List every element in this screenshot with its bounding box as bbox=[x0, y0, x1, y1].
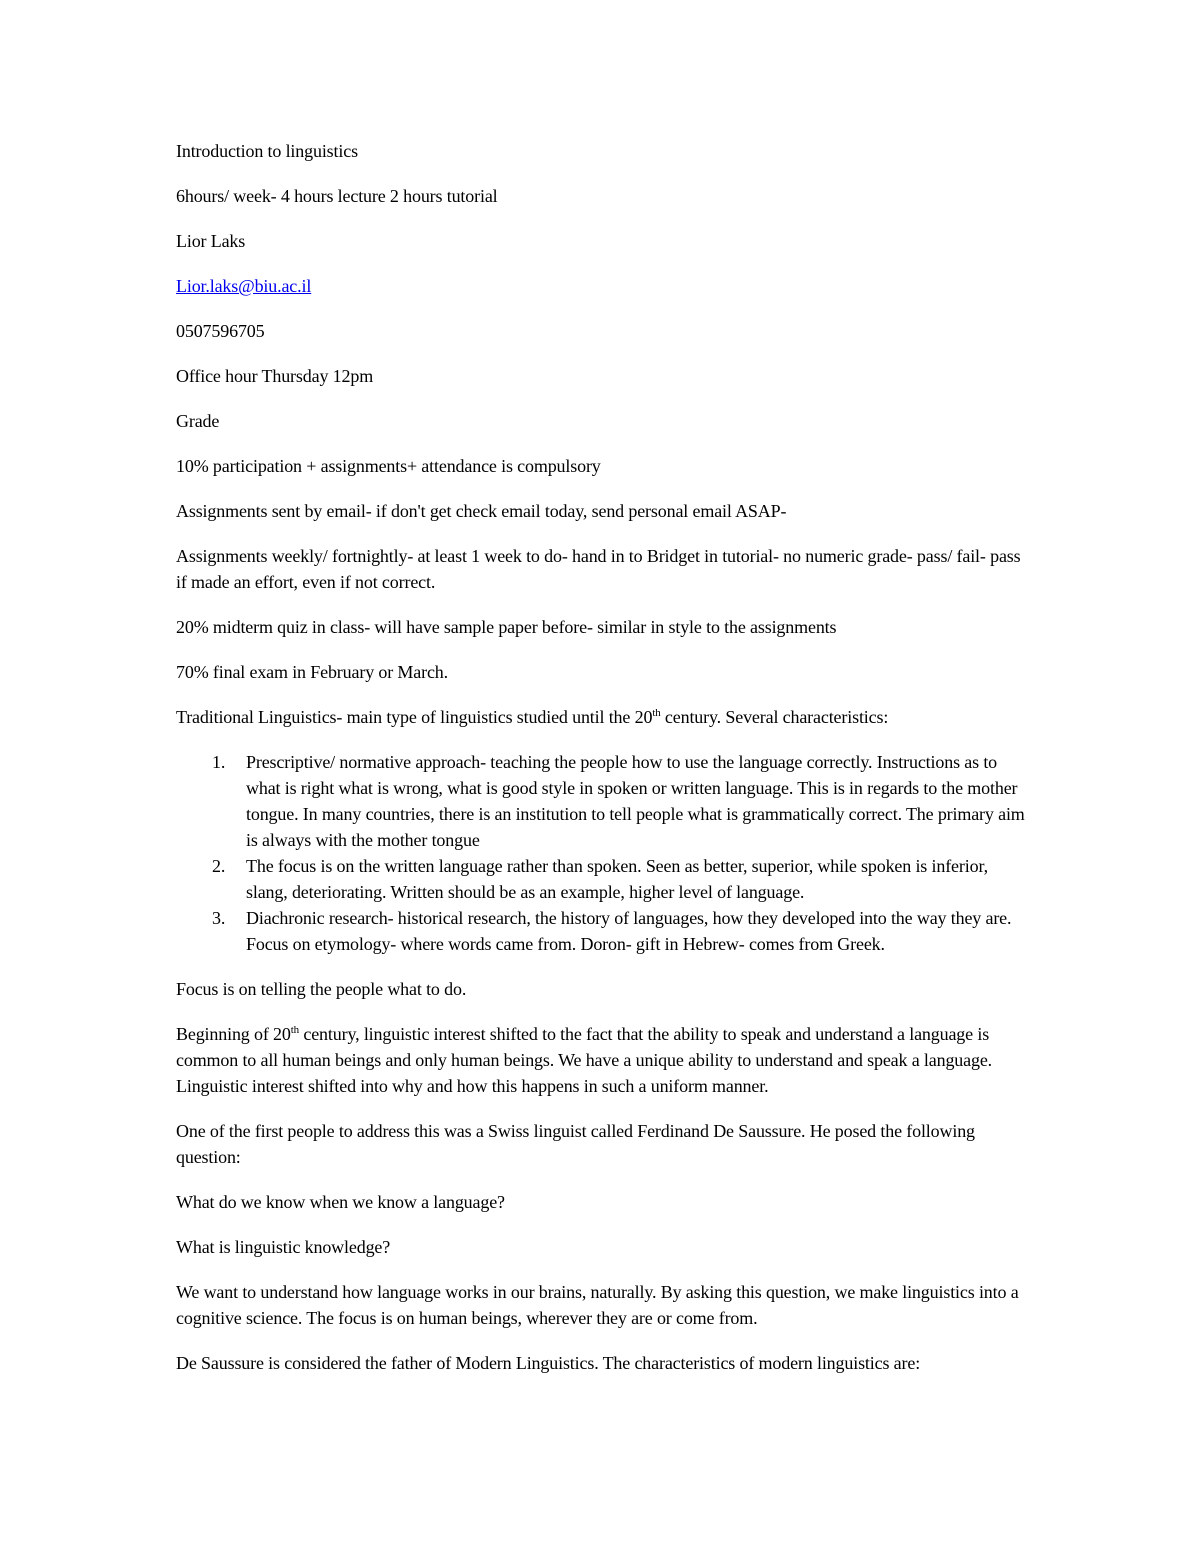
email-paragraph bbox=[176, 273, 1026, 299]
midterm-quiz: 20% midterm quiz in class- will have sample paper before- similar in style to the assignments bbox=[176, 617, 837, 637]
assignments-email: Assignments sent by email- if don't get check email today, send personal email ASAP- bbox=[176, 501, 787, 521]
question-linguistic-knowledge: What is linguistic knowledge? bbox=[176, 1237, 391, 1257]
document-body bbox=[176, 138, 1026, 1395]
list-item-text: Prescriptive/ normative approach- teaching the people how to use the language correctly. Instructions as to what is right what is wrong, what is good style in spoken or written language. This is in regards to the mother tongue. In many countries, there is an institution to tell people what is grammatically correct. The primary aim is always with the mother tongue bbox=[246, 752, 1025, 850]
office-hour: Office hour Thursday 12pm bbox=[176, 366, 374, 386]
lecturer-name: Lior Laks bbox=[176, 231, 246, 251]
assignments-weekly: Assignments weekly/ fortnightly- at least 1 week to do- hand in to Bridget in tutorial- no numeric grade- pass/ fail- pass if made an effort, even if not correct. bbox=[176, 546, 1021, 592]
father-of-modern-linguistics: De Saussure is considered the father of Modern Linguistics. The characteristics of modern linguistics are: bbox=[176, 1353, 921, 1373]
list-item-number: 1. bbox=[212, 752, 226, 772]
list-item bbox=[212, 853, 1026, 905]
list-item-number: 2. bbox=[212, 856, 226, 876]
phone-number: 0507596705 bbox=[176, 321, 265, 341]
final-exam: 70% final exam in February or March. bbox=[176, 662, 449, 682]
list-item-text: The focus is on the written language rather than spoken. Seen as better, superior, while spoken is inferior, slang, deteriorating. Written should be as an example, higher level of language. bbox=[246, 856, 988, 902]
list-item bbox=[212, 749, 1026, 853]
traditional-superscript: th bbox=[652, 707, 661, 719]
traditional-text-start: Traditional Linguistics- main type of linguistics studied until the 20 bbox=[176, 707, 653, 727]
beginning-superscript: th bbox=[290, 1024, 300, 1036]
document-title: Introduction to linguistics bbox=[176, 141, 358, 161]
saussure-intro: One of the first people to address this was a Swiss linguist called Ferdinand De Saussure. He posed the following question: bbox=[176, 1121, 975, 1167]
beginning-text-start: Beginning of 20 bbox=[176, 1024, 291, 1044]
characteristics-list bbox=[176, 749, 1026, 957]
grade-participation: 10% participation + assignments+ attendance is compulsory bbox=[176, 456, 601, 476]
question-know-language: What do we know when we know a language? bbox=[176, 1192, 505, 1212]
understand-paragraph: We want to understand how language works in our brains, naturally. By asking this question, we make linguistics into a cognitive science. The focus is on human beings, wherever they are or come from. bbox=[176, 1282, 1019, 1328]
list-item-number: 3. bbox=[212, 908, 226, 928]
traditional-linguistics-paragraph bbox=[176, 704, 1026, 730]
beginning-20th-century-paragraph bbox=[176, 1021, 1026, 1099]
list-item-text: Diachronic research- historical research, the history of languages, how they developed into the way they are. Focus on etymology- where words came from. Doron- gift in Hebrew- comes from Greek. bbox=[246, 908, 1012, 954]
list-item bbox=[212, 905, 1026, 957]
traditional-text-end: century. Several characteristics: bbox=[660, 707, 889, 727]
beginning-text-end: century, linguistic interest shifted to the fact that the ability to speak and understand a language is common to all human beings and only human beings. We have a unique ability to understand and speak a language. Linguistic interest shifted into why and how this happens in such a uniform manner. bbox=[176, 1024, 993, 1096]
email-link[interactable]: Lior.laks@biu.ac.il bbox=[176, 276, 312, 296]
grade-heading: Grade bbox=[176, 411, 220, 431]
course-hours: 6hours/ week- 4 hours lecture 2 hours tutorial bbox=[176, 186, 498, 206]
focus-telling: Focus is on telling the people what to do. bbox=[176, 979, 467, 999]
